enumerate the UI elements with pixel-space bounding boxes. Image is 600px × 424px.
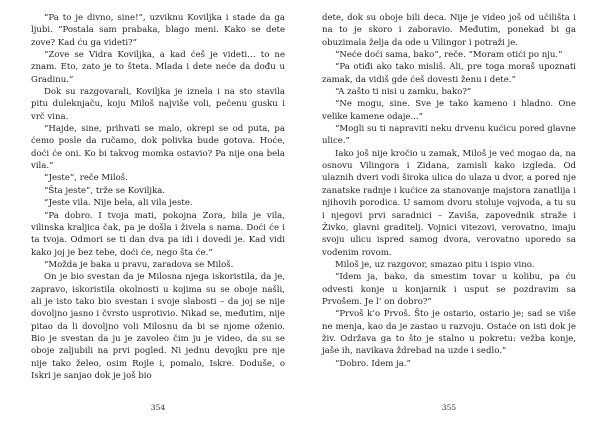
right-page xyxy=(322,12,576,420)
paragraph: “Jeste vila. Nije bela, ali vila jeste. xyxy=(44,198,193,209)
paragraph: “A zašto ti nisi u zamku, bako?” xyxy=(335,87,472,98)
paragraph: “Jeste”, reče Miloš. xyxy=(44,173,128,184)
paragraph: “Pa dobro. I tvoja mati, pokojna Zora, bila je vila, vilinska kraljica čak, pa je došla i živela s nama. Doći će i ta tvoja. Odmori se ti dan dva pa idi i dovedi je. Kad vidi kako joj je bez tebe, doći će, nego šta će.” xyxy=(31,210,285,258)
paragraph: “Hajde, sine, prihvati se malo, okrepi se od puta, pa ćemo posle da ručamo, dok polivka bude gotova. Hoće, doći će oni. Ko bi takvog momka ostavio? Pa nije ona bela vila.” xyxy=(31,124,285,172)
paragraph: “Zove se Vidra Koviljka, a kad ćeš je videti… to ne znam. Eto, zato je to šteta. Mlada i dete neće da dođu u Gradinu.” xyxy=(31,50,285,85)
left-page-text xyxy=(31,12,285,382)
paragraph: “Možda je baka u pravu, zaradova se Miloš. xyxy=(44,259,234,270)
paragraph: Dok su razgovarali, Koviljka je iznela i na sto stavila pitu duleknjaču, koju Miloš najviše voli, pečenu gusku i vrč vina. xyxy=(31,87,285,122)
paragraph: “Ne mogu, sine. Sve je tako kameno i hladno. One velike kamene odaje...” xyxy=(322,99,576,122)
right-page-text xyxy=(322,12,576,370)
paragraph: “Prvoš k’o Prvoš. Što je ostario, ostario je; sad se više ne menja, kao da je zastao u razvoju. Ostaće on isti dok je živ. Održava ga to što je stalno u pokretu: vežba konje, jaše ih, navikava ždrebad na uzde i sedlo.” xyxy=(322,309,576,357)
paragraph: On je bio svestan da je Milosna njega iskoristila, da je, zapravo, iskoristila okolnosti u kojima su se oboje našli, ali je isto tako bio svestan i svoje slabosti – da joj se nije dovoljno jasno i čvrsto usprotivio. Nikad se, međutim, nije pitao da li dovoljno voli Milosnu da bi se njome oženio. Bio je svestan da ju je zavoleo čim ju je video, da su se oboje zaljubili na prvi pogled. Ni jednu devojku pre nje nije tako želeo, osim Rojle i, pomalo, Iskre. Doduše, o Iskri je sanjao dok je još bio xyxy=(31,272,285,381)
paragraph: “Idem ja, bako, da smestim tovar u kolibu, pa ću odvesti konje u konjarnik i usput se pozdravim sa Prvošem. Je l’ on dobro?” xyxy=(322,272,576,307)
page-number: 355 xyxy=(441,403,457,412)
paragraph: Iako još nije kročio u zamak, Miloš je već mogao da, na osnovu Vilingora i Zidana, zamisli kako izgleda. Od ulaznih dveri vodi široka ulica do ulaza u dvor, a pored nje zanatske radnje i kućice za stanovanje majstora zanatlija i njihovih porodica. U samom dvoru stoluje vojvoda, a tu su i njegovi prvi saradnici – Zaviša, zapovednik straže i Živko, glavni graditelj. Vojnici vitezovi, verovatno, imaju svoju ulicu ispred samog dvora, verovatno uporedo sa vodenim rovom. xyxy=(322,148,576,258)
paragraph: dete, dok su oboje bili deca. Nije je video još od učilišta i na to je skoro i zaboravio. Međutim, ponekad bi ga obuzimala želja da ode u Vilingor i potraži je. xyxy=(322,13,576,48)
paragraph: “Pa otiđi ako tako misliš. Ali, pre toga moraš upoznati zamak, da vidiš gde ćeš dovesti ženu i dete.” xyxy=(322,62,576,85)
paragraph: Miloš je, uz razgovor, smazao pitu i ispio vino. xyxy=(335,259,535,270)
left-page xyxy=(31,12,285,420)
paragraph: “Šta jeste”, trže se Koviljka. xyxy=(44,185,166,196)
paragraph: “Mogli su ti napraviti neku drvenu kućicu pored glavne ulice.” xyxy=(322,124,576,147)
paragraph: “Dobro. Idem ja.” xyxy=(335,358,411,369)
paragraph: “Pa to je divno, sine!”, uzviknu Koviljka i stade da ga ljubi. “Postala sam prabaka, blago meni. Kako se dete zove? Kad ću ga videti?” xyxy=(31,13,285,48)
paragraph: “Neće doći sama, bako”, reče. “Moram otići po nju.” xyxy=(335,50,563,61)
page-number: 354 xyxy=(150,403,166,412)
